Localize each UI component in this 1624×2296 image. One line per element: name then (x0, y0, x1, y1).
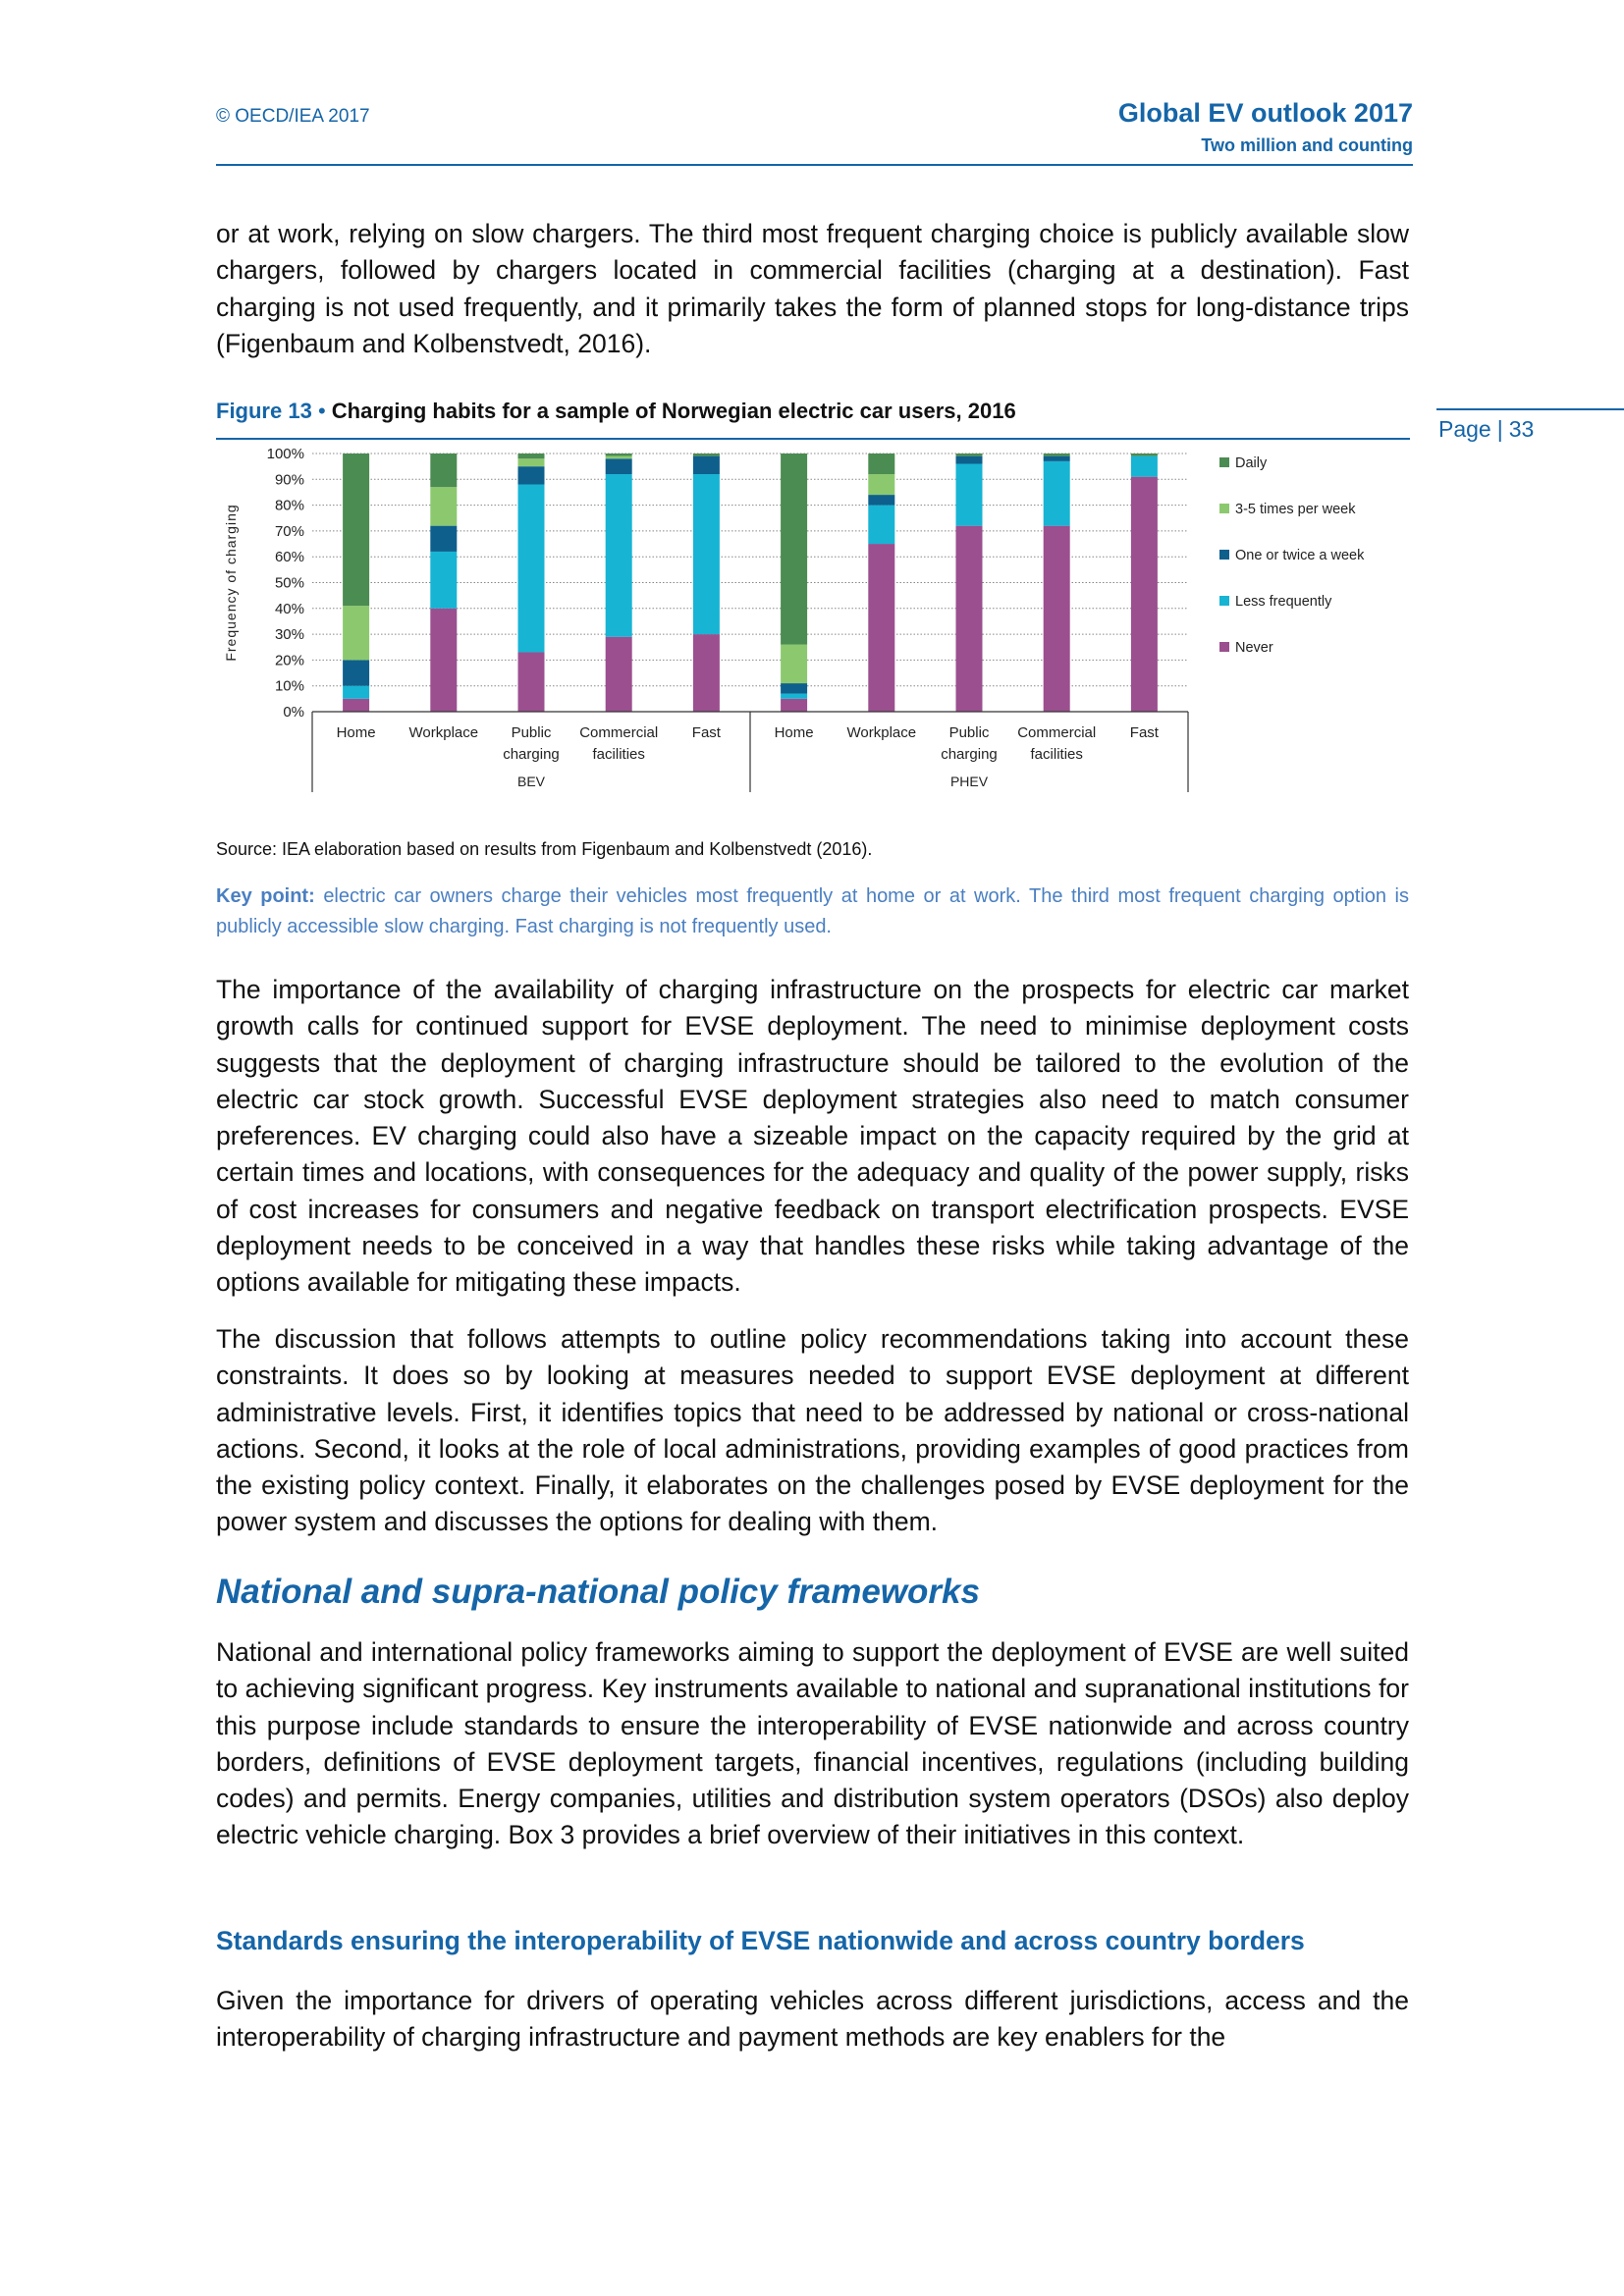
bar-segment (868, 506, 894, 544)
bar-segment (781, 645, 807, 683)
legend-label: 3-5 times per week (1235, 502, 1356, 517)
figure-title (216, 399, 1016, 424)
paragraph-importance: The importance of the availability of charging infrastructure on the prospects for electric car market growth calls for continued support for EVSE deployment. The need to minimise deployment costs suggests that the deployment of charging infrastructure should be tailored to the evolution of the electric car stock growth. Successful EVSE deployment strategies also need to match consumer preferences. EV charging could also have a sizeable impact on the capacity required by the grid at certain times and locations, with consequences for the adequacy and quality of the power supply, risks of cost increases for consumers and negative feedback on transport electrification prospects. EVSE deployment needs to be conceived in a way that handles these risks while taking advantage of the options available for mitigating these impacts. (216, 975, 1409, 1298)
bar-segment (343, 454, 369, 606)
bar-segment (1044, 456, 1070, 461)
y-tick-label: 70% (274, 522, 304, 540)
paragraph-discussion: The discussion that follows attempts to outline policy recommendations taking into account these constraints. It does so by looking at measures needed to support EVSE deployment at different administrative levels. First, it identifies topics that need to be addressed by national or cross-national actions. Second, it looks at the role of local administrations, providing examples of good practices from the existing policy context. Finally, it elaborates on the challenges posed by EVSE deployment for the power system and discusses the options for dealing with them. (216, 1324, 1409, 1537)
y-tick-label: 0% (283, 704, 304, 721)
category-label: Fast (691, 724, 721, 741)
y-tick-label: 50% (274, 574, 304, 592)
legend-swatch (1219, 596, 1229, 606)
bar-segment (693, 474, 720, 634)
bar-segment (606, 637, 632, 712)
bar-segment (1044, 454, 1070, 456)
paragraph-national: National and international policy frameworks aiming to support the deployment of EVSE are well suited to achieving significant progress. Key instruments available to national and supranational institutions for this purpose include standards to ensure the interoperability of EVSE nationwide and across country borders, definitions of EVSE deployment targets, financial incentives, regulations (including building codes) and permits. Energy companies, utilities and distribution system operators (DSOs) also deploy electric vehicle charging. Box 3 provides a brief overview of their initiatives in this context. (216, 1637, 1409, 1850)
bar-segment (343, 686, 369, 699)
bar-segment (868, 495, 894, 506)
key-point-label: Key point: (216, 885, 315, 907)
y-axis-title: Frequency of charging (223, 504, 239, 662)
bar-segment (518, 454, 545, 458)
charging-habits-chart (216, 442, 1424, 805)
legend-swatch (1219, 504, 1229, 513)
bar-segment (430, 454, 457, 487)
legend-label: Less frequently (1235, 594, 1332, 610)
page-separator: | (1496, 416, 1503, 442)
figure-divider (216, 438, 1410, 440)
category-label: Home (774, 724, 814, 741)
bar-segment (518, 485, 545, 653)
bar-segment (868, 474, 894, 495)
category-label: Commercial (1017, 724, 1097, 741)
category-label: charging (503, 746, 560, 763)
bar-segment (430, 609, 457, 712)
key-point (216, 881, 1409, 942)
bar-segment (518, 458, 545, 466)
bar-segment (693, 454, 720, 456)
page-number (1438, 416, 1534, 443)
category-label: Fast (1129, 724, 1159, 741)
bar-segment (606, 474, 632, 637)
bar-segment (343, 699, 369, 712)
legend-label: One or twice a week (1235, 548, 1365, 563)
page-number-divider (1436, 408, 1624, 410)
page-number-value: 33 (1508, 416, 1535, 442)
bar-segment (1131, 454, 1158, 456)
bar-segment (1044, 461, 1070, 526)
y-tick-label: 40% (274, 600, 304, 617)
bar-segment (781, 694, 807, 699)
bar-segment (868, 544, 894, 712)
copyright-notice: © OECD/IEA 2017 (216, 106, 370, 127)
bar-segment (781, 454, 807, 645)
bar-segment (956, 456, 983, 464)
paragraph-intro: or at work, relying on slow chargers. The third most frequent charging choice is publicly available slow chargers, followed by chargers located in commercial facilities (charging at a destination). Fast charging is not used frequently, and it primarily takes the form of planned stops for long-distance trips (Figenbaum and Kolbenstvedt, 2016). (216, 219, 1409, 358)
y-tick-label: 20% (274, 652, 304, 669)
bar-segment (430, 526, 457, 552)
category-label: Workplace (408, 724, 479, 741)
bar-segment (518, 653, 545, 712)
page-label: Page (1438, 416, 1491, 442)
bar-segment (606, 456, 632, 459)
key-point-text: electric car owners charge their vehicles most frequently at home or at work. The third most frequent charging option is publicly accessible slow charging. Fast charging is not frequently used. (216, 885, 1410, 937)
bar-segment (430, 552, 457, 609)
header-divider (216, 164, 1413, 166)
bar-segment (430, 487, 457, 525)
y-tick-label: 90% (274, 471, 304, 489)
bar-segment (868, 454, 894, 474)
y-tick-label: 100% (266, 446, 304, 462)
group-label: BEV (516, 774, 546, 789)
legend-label: Never (1235, 640, 1273, 656)
bar-segment (956, 526, 983, 712)
publication-subtitle: Two million and counting (1201, 135, 1413, 155)
figure-separator: • (317, 399, 326, 423)
bar-segment (693, 634, 720, 712)
figure-title-text: Charging habits for a sample of Norwegian electric car users, 2016 (331, 399, 1016, 423)
section-heading-national: National and supra-national policy frameworks (216, 1573, 980, 1611)
figure-source: Source: IEA elaboration based on results from Figenbaum and Kolbenstvedt (2016). (216, 839, 873, 859)
y-tick-label: 10% (274, 677, 304, 695)
y-tick-label: 60% (274, 549, 304, 566)
y-tick-label: 30% (274, 626, 304, 644)
category-label: Home (336, 724, 376, 741)
bar-segment (606, 454, 632, 456)
bar-segment (343, 660, 369, 685)
bar-segment (781, 683, 807, 694)
category-label: Public (948, 724, 990, 741)
bar-segment (956, 464, 983, 526)
group-label: PHEV (949, 774, 989, 789)
legend-swatch (1219, 457, 1229, 467)
legend-label: Daily (1235, 455, 1268, 471)
bar-segment (518, 466, 545, 484)
y-tick-label: 80% (274, 497, 304, 514)
category-label: Public (511, 724, 552, 741)
bar-segment (956, 454, 983, 456)
bar-segment (1044, 526, 1070, 712)
subsection-heading-standards: Standards ensuring the interoperability of EVSE nationwide and across country borders (216, 1926, 1305, 1955)
legend-swatch (1219, 642, 1229, 652)
category-label: charging (941, 746, 998, 763)
publication-title: Global EV outlook 2017 (1117, 98, 1413, 128)
bar-segment (693, 456, 720, 474)
bar-segment (1131, 456, 1158, 477)
bar-segment (781, 699, 807, 712)
bar-segment (1131, 477, 1158, 712)
category-label: Workplace (846, 724, 917, 741)
legend-swatch (1219, 550, 1229, 560)
category-label: facilities (1030, 746, 1083, 763)
bar-segment (606, 458, 632, 474)
category-label: Commercial (579, 724, 659, 741)
paragraph-standards: Given the importance for drivers of operating vehicles across different jurisdictions, access and the interoperability of charging infrastructure and payment methods are key enablers for the (216, 1986, 1409, 2053)
bar-segment (343, 606, 369, 660)
figure-label: Figure 13 (216, 399, 312, 423)
category-label: facilities (592, 746, 645, 763)
